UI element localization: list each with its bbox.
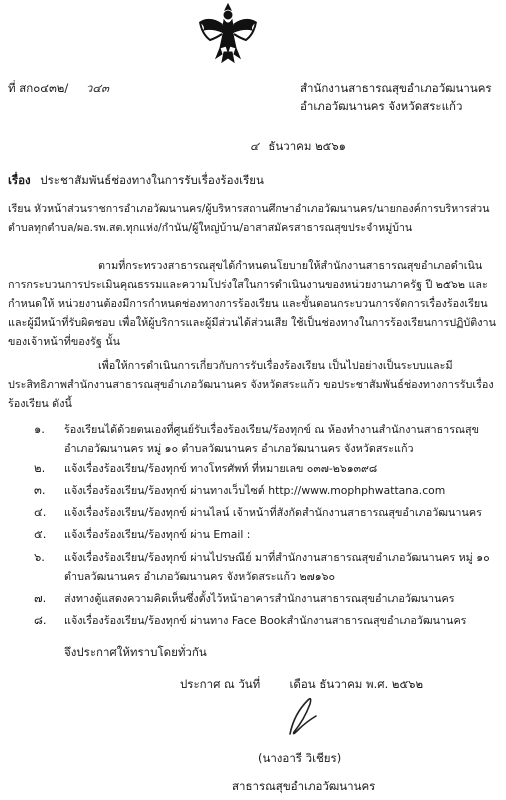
closing-line: จึงประกาศให้ทราบโดยทั่วกัน (64, 645, 207, 659)
list-item: ๖. แจ้งเรื่องร้องเรียน/ร้องทุกข์ ผ่านไปรษณีย์ มาที่สำนักงานสาธารณสุขอำเภอวัฒนานคร หมู่ ๑๐ ตำบลวัฒนานคร อำเภอวัฒนานคร จังหวัดสระแก้ว ๒๗๑๖๐ (34, 550, 490, 583)
signer-name: (นางอารี วิเชียร) (258, 751, 342, 765)
list-item: ๓. แจ้งเรื่องร้องเรียน/ร้องทุกข์ ผ่านทางเว็บไซต์ http://www.mophphwattana.com (34, 483, 446, 497)
signer-title: สาธารณสุขอำเภอวัฒนานคร (232, 779, 376, 793)
list-item: ๘. แจ้งเรื่องร้องเรียน/ร้องทุกข์ ผ่านทาง Face Bookสำนักงานสาธารณสุขอำเภอวัฒนานคร (34, 613, 467, 627)
date-day-handwritten: ๔ (250, 139, 259, 153)
list-item: ๒. แจ้งเรื่องร้องเรียน/ร้องทุกข์ ทางโทรศัพท์ ที่หมายเลข ๐๓๗-๒๖๑๓๙๘ (34, 461, 378, 475)
paragraph-purpose: เพื่อให้การดำเนินการเกี่ยวกับการรับเรื่องร้องเรียน เป็นไปอย่างเป็นระบบและมีประสิทธิภาพสำนักงานสาธารณสุขอำเภอวัฒนานคร จังหวัดสระแก้ว ขอประชาสัมพันธ์ช่องทางการรับเรื่องร้องเรียน ดังนี้ (8, 359, 494, 410)
signature (272, 694, 332, 740)
paragraph-background: ตามที่กระทรวงสาธารณสุขได้กำหนดนโยบายให้สำนักงานสาธารณสุขอำเภอดำเนินการกระบวนการประเมินคุณธรรมและความโปร่งใสในการดำเนินงานของหน่วยงานภาครัฐ ปี ๒๕๖๒ และกำหนดให้ หน่วยงานต้องมีการกำหนดช่องทางการร้องเรียน และขั้นตอนกระบวนการจัดการเรื่องร้องเรียนและผู้มีหน้าที่รับผิดชอบ เพื่อให้ผู้บริการและผู้มีส่วนได้ส่วนเสีย ใช้เป็นช่องทางในการร้องเรียนการปฏิบัติงานของเจ้าหน้าที่ของรัฐ นั้น (8, 259, 496, 348)
announcement-date: ประกาศ ณ วันที่ เดือน ธันวาคม พ.ศ. ๒๕๖๒ (180, 677, 424, 691)
addressee-text: หัวหน้าส่วนราชการอำเภอวัฒนานคร/ผู้บริหารสถานศึกษาอำเภอวัฒนานคร/นายกองค์การบริหารส่วนตำบลทุกตำบล/ผอ.รพ.สต.ทุกแห่ง/กำนัน/ผู้ใหญ่บ้าน/อาสาสมัครสาธารณสุขประจำหมู่บ้าน (8, 203, 490, 234)
date-month-year: ธันวาคม ๒๕๖๑ (268, 139, 346, 153)
list-item: ๕. แจ้งเรื่องร้องเรียน/ร้องทุกข์ ผ่าน Email : (34, 527, 251, 541)
subject-text: ประชาสัมพันธ์ช่องทางในการรับเรื่องร้องเรียน (40, 173, 264, 187)
list-item: ๑. ร้องเรียนได้ด้วยตนเองที่ศูนย์รับเรื่องร้องเรียน/ร้องทุกข์ ณ ห้องทำงานสำนักงานสาธารณสุขอำเภอวัฒนานคร หมู่ ๑๐ ตำบลวัฒนานคร อำเภอวัฒนานคร จังหวัดสระแก้ว (34, 422, 480, 455)
sender-line-2: อำเภอวัฒนานคร จังหวัดสระแก้ว (300, 99, 463, 113)
reference-label: ที่ สก๐๔๓๒/ (8, 81, 69, 95)
list-item: ๗. ส่งทางตู้แสดงความคิดเห็นซึ่งตั้งไว้หน้าอาคารสำนักงานสาธารณสุขอำเภอวัฒนานคร (34, 591, 455, 605)
list-item: ๔. แจ้งเรื่องร้องเรียน/ร้องทุกข์ ผ่านไลน์ เจ้าหน้าที่สังกัดสำนักงานสาธารณสุขอำเภอวัฒนานคร (34, 505, 482, 519)
sender-line-1: สำนักงานสาธารณสุขอำเภอวัฒนานคร (300, 81, 492, 95)
subject-label: เรื่อง (8, 173, 31, 187)
addressee-label: เรียน (8, 203, 31, 215)
reference-number-handwritten: ว๔๓ (85, 81, 109, 95)
